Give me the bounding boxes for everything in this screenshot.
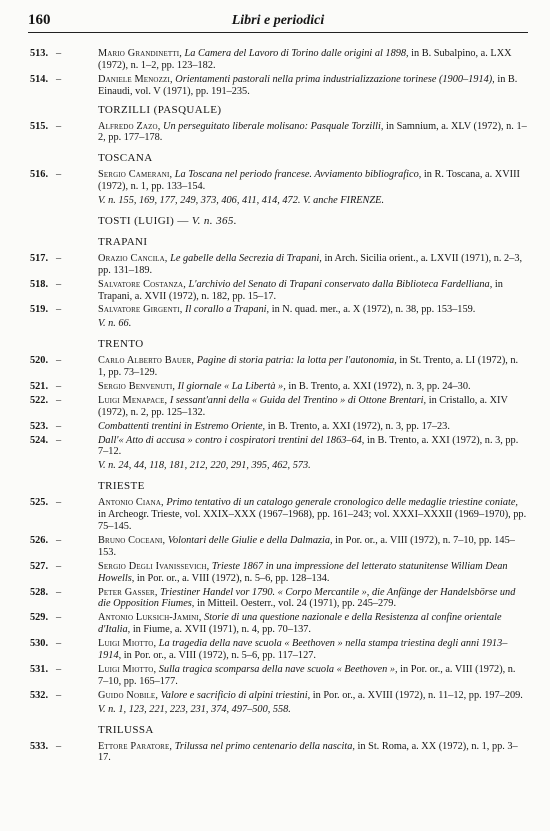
- entry-number: 525.: [30, 497, 49, 509]
- entry-author: Luigi Miotto,: [98, 638, 157, 650]
- section-heading: [28, 339, 528, 351]
- entry-author: Peter Gasser,: [98, 586, 158, 598]
- entry-citation: in B. Einaudi, vol. V (1971), pp. 191–235.: [98, 73, 518, 97]
- bibliography-entry: [28, 638, 528, 662]
- entry-number: 531.: [30, 663, 49, 675]
- bibliography-entry: [28, 690, 528, 702]
- cross-references: [28, 704, 528, 716]
- entry-author: Carlo Alberto Bauer,: [98, 355, 195, 367]
- entry-citation: in B. Trento, a. XXI (1972), n. 3, pp. 24–30.: [288, 380, 471, 392]
- entry-dash: –: [56, 380, 62, 392]
- section-heading: [28, 237, 528, 249]
- entry-citation: in Archeogr. Trieste, vol. XXIX–XXX (1967–1968), pp. 161–243; vol. XXXI–XXXII (1969–1970), pp. 75–145.: [98, 509, 527, 532]
- entry-author: Luigi Miotto,: [98, 663, 157, 675]
- section-label: TORZILLI (PASQUALE): [98, 103, 222, 116]
- entry-dash: –: [56, 663, 62, 675]
- entry-dash: –: [56, 638, 62, 650]
- entry-dash: –: [56, 560, 62, 572]
- entry-dash: –: [56, 586, 62, 598]
- entry-number: 533.: [30, 740, 49, 752]
- entry-title: Trilussa nel primo centenario della nascita,: [174, 740, 355, 752]
- entry-number: 529.: [30, 612, 49, 624]
- bibliography-entry: [28, 279, 528, 303]
- entry-citation: in Arch. Sicilia orient., a. LXVII (1971), n. 2–3, pp. 131–189.: [98, 252, 523, 276]
- entry-dash: –: [56, 740, 62, 752]
- entry-title: Un perseguitato liberale molisano: Pasquale Torzilli,: [163, 120, 384, 132]
- entry-number: 526.: [30, 534, 49, 546]
- entry-title: Triestiner Handel vor 1790. « Corpo Mercantile », die Anfänge der Handelsbörse und die Opposition Fiumes,: [98, 586, 516, 610]
- entry-title: Primo tentativo di un catalogo generale cronologico delle medaglie triestine coniate,: [166, 497, 518, 509]
- entry-author: Antonio Ciana,: [98, 497, 164, 509]
- entry-number: 527.: [30, 560, 49, 572]
- cross-reference-text: V. n. 155, 169, 177, 249, 373, 406, 411, 414, 472. V. anche FIRENZE.: [98, 195, 385, 207]
- entry-citation: in Mitteil. Oesterr., vol. 24 (1971), pp. 245–279.: [196, 598, 397, 610]
- entry-number: 513.: [30, 48, 49, 59]
- entry-title: Orientamenti pastorali nella prima industrializzazione torinese (1900–1914),: [175, 73, 495, 85]
- entry-title: I sessant'anni della « Guida del Trentino » di Ottone Brentari,: [169, 394, 427, 406]
- entry-number: 532.: [30, 689, 49, 701]
- entry-author: Salvatore Costanza,: [98, 278, 186, 290]
- entry-title: Storie di una questione nazionale e della Resistenza al confine orientale d'Italia,: [98, 612, 502, 636]
- page-number: 160: [28, 12, 51, 28]
- entry-title: Pagine di storia patria: la lotta per l'autonomia,: [196, 355, 397, 367]
- entry-citation: in Por. or., a. VIII (1972), n. 7–10, pp. 165–177.: [98, 663, 516, 687]
- cross-references: [28, 195, 528, 207]
- entry-number: 528.: [30, 586, 49, 598]
- entry-dash: –: [56, 497, 62, 509]
- entry-author: Sergio Degli Ivanissevich,: [98, 560, 210, 572]
- section-heading: [28, 105, 528, 117]
- entry-author: Guido Nobile,: [98, 689, 159, 701]
- entry-title: Combattenti trentini in Estremo Oriente,: [98, 420, 266, 432]
- entry-number: 515.: [30, 120, 49, 132]
- entry-author: Bruno Coceani,: [98, 534, 166, 546]
- entry-title: Il giornale « La Libertà »,: [177, 380, 286, 392]
- entry-dash: –: [56, 612, 62, 624]
- entry-dash: –: [56, 355, 62, 367]
- cross-reference-text: V. n. 66.: [98, 318, 132, 330]
- entry-dash: –: [56, 420, 62, 432]
- entry-author: Alfredo Zazo,: [98, 120, 161, 132]
- entry-dash: –: [56, 534, 62, 546]
- entry-dash: –: [56, 169, 62, 181]
- entry-title: Le gabelle della Secrezia di Trapani,: [170, 252, 322, 264]
- cross-references: [28, 460, 528, 472]
- entry-author: Mario Grandinetti,: [98, 48, 182, 59]
- section-heading: [28, 153, 528, 165]
- bibliography-entry: [28, 535, 528, 559]
- bibliography-entry: [28, 253, 528, 277]
- bibliography-entry: [28, 421, 528, 433]
- bibliography-entry: [28, 497, 528, 533]
- page-header: [28, 10, 528, 33]
- entry-number: 519.: [30, 304, 49, 316]
- entry-number: 518.: [30, 278, 49, 290]
- section-heading: [28, 481, 528, 493]
- entry-title: Il corallo a Trapani,: [185, 304, 270, 316]
- entry-citation: in Por. or., a. VIII (1972), n. 5–6, pp. 117–127.: [123, 650, 316, 662]
- entry-citation: in Por. or., a. VIII (1972), n. 7–10, pp. 145–153.: [98, 534, 515, 558]
- entry-author: Luigi Menapace,: [98, 394, 168, 406]
- entry-dash: –: [56, 278, 62, 290]
- entry-title: La Camera del Lavoro di Torino dalle origini al 1898,: [184, 48, 409, 59]
- entry-author: Sergio Benvenuti,: [98, 380, 176, 392]
- entry-citation: in B. Trento, a. XXI (1972), n. 3, pp. 17–23.: [267, 420, 450, 432]
- entry-number: 521.: [30, 380, 49, 392]
- section-heading: [28, 725, 528, 737]
- bibliography-entry: [28, 741, 528, 765]
- entry-author: Orazio Cancila,: [98, 252, 168, 264]
- bibliography-entry: [28, 612, 528, 636]
- entry-title: L'archivio del Senato di Trapani conservato dalla Biblioteca Fardelliana,: [188, 278, 493, 290]
- bibliography-entry: [28, 304, 528, 316]
- entry-dash: –: [56, 48, 62, 59]
- cross-reference-text: V. n. 1, 123, 221, 223, 231, 374, 497–500, 558.: [98, 703, 291, 715]
- entry-dash: –: [56, 252, 62, 264]
- entry-number: 516.: [30, 169, 49, 181]
- entry-title: Valore e sacrificio di alpini triestini,: [160, 689, 311, 701]
- entry-number: 520.: [30, 355, 49, 367]
- bibliography-entry: [28, 48, 528, 72]
- entry-number: 517.: [30, 252, 49, 264]
- bibliography-entry: [28, 561, 528, 585]
- entry-citation: in Por. or., a. VIII (1972), n. 5–6, pp. 128–134.: [136, 572, 330, 584]
- entry-author: Sergio Camerani,: [98, 169, 173, 181]
- entry-number: 524.: [30, 434, 49, 446]
- entry-author: Salvatore Girgenti,: [98, 304, 183, 316]
- bibliography-entry: [28, 435, 528, 459]
- bibliography-entry: [28, 74, 528, 98]
- entry-dash: –: [56, 394, 62, 406]
- section-label: TRIESTE: [98, 480, 145, 493]
- section-label: TOSCANA: [98, 152, 153, 165]
- section-heading: [28, 216, 528, 228]
- entry-number: 530.: [30, 638, 49, 650]
- entry-author: Daniele Menozzi,: [98, 73, 173, 85]
- section-label: TRAPANI: [98, 235, 148, 248]
- entry-dash: –: [56, 689, 62, 701]
- entry-citation: in Por. or., a. XVIII (1972), n. 11–12, pp. 197–209.: [312, 689, 523, 701]
- entry-author: Ettore Paratore,: [98, 740, 173, 752]
- entry-title: La Toscana nel periodo francese. Avviamento bibliografico,: [174, 169, 422, 181]
- entry-dash: –: [56, 304, 62, 316]
- entry-dash: –: [56, 73, 62, 85]
- entry-citation: in Cristallo, a. XIV (1972), n. 2, pp. 125–132.: [98, 394, 508, 418]
- bibliography-entry: [28, 355, 528, 379]
- entry-number: 523.: [30, 420, 49, 432]
- section-label: TRENTO: [98, 338, 144, 351]
- bibliography-entry: [28, 395, 528, 419]
- entry-dash: –: [56, 434, 62, 446]
- entry-dash: –: [56, 120, 62, 132]
- bibliography-entry: [28, 121, 528, 145]
- entry-citation: in N. quad. mer., a. X (1972), n. 38, pp. 153–159.: [271, 304, 476, 316]
- entry-citation: in St. Roma, a. XX (1972), n. 1, pp. 3–17.: [98, 740, 518, 764]
- running-title: Libri e periodici: [231, 13, 325, 28]
- entry-title: La tragedia della nave scuola « Beethoven » nella stampa triestina degli anni 1913–1914,: [98, 638, 508, 662]
- entry-author: Antonio Luksich-Jamini,: [98, 612, 202, 624]
- section-label: TOSTI (LUIGI) —: [98, 214, 192, 227]
- section-cross-reference: V. n. 365.: [191, 214, 237, 227]
- bibliography-entry: [28, 169, 528, 193]
- bibliography-entry: [28, 381, 528, 393]
- entry-title: Volontari delle Giulie e della Dalmazia,: [167, 534, 333, 546]
- entry-title: Dall'« Atto di accusa » contro i cospiratori trentini del 1863–64,: [98, 434, 365, 446]
- entry-citation: in R. Toscana, a. XVIII (1972), n. 1, pp. 133–154.: [98, 169, 520, 193]
- entry-number: 514.: [30, 73, 49, 85]
- entry-citation: in St. Trento, a. LI (1972), n. 1, pp. 73–129.: [98, 355, 519, 379]
- entry-title: Sulla tragica scomparsa della nave scuola « Beethoven »,: [158, 663, 398, 675]
- cross-reference-text: V. n. 24, 44, 118, 181, 212, 220, 291, 395, 462, 573.: [98, 460, 311, 472]
- bibliography-entry: [28, 587, 528, 611]
- bibliography-list: [28, 48, 528, 766]
- entry-title: Trieste 1867 in una impressione del letterato statunitense William Dean Howells,: [98, 560, 508, 584]
- entry-citation: in Trapani, a. XVII (1972), n. 182, pp. 15–17.: [98, 278, 503, 302]
- bibliography-entry: [28, 664, 528, 688]
- cross-references: [28, 318, 528, 330]
- entry-number: 522.: [30, 394, 49, 406]
- entry-citation: in B. Subalpino, a. LXX (1972), n. 1–2, pp. 123–182.: [98, 48, 512, 71]
- entry-citation: in Samnium, a. XLV (1972), n. 1–2, pp. 177–178.: [98, 120, 527, 144]
- section-label: TRILUSSA: [98, 723, 154, 736]
- entry-citation: in B. Trento, a. XXI (1972), n. 3, pp. 7–12.: [98, 434, 519, 458]
- entry-citation: in Fiume, a. XVII (1971), n. 4, pp. 70–137.: [132, 624, 311, 636]
